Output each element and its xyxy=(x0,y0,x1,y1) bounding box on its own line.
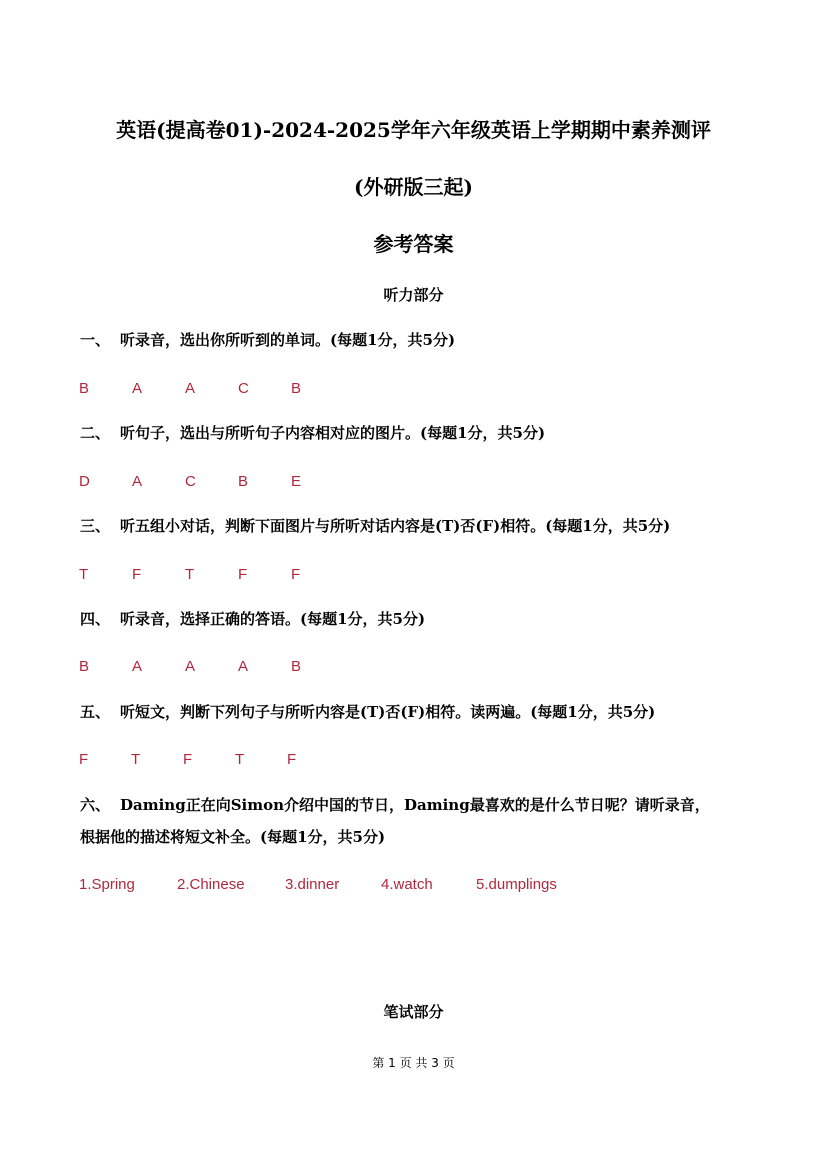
answer: 2.Chinese xyxy=(177,876,245,893)
question-number: 一、 xyxy=(80,331,111,349)
page-footer: 第 1 页 共 3 页 xyxy=(372,1056,455,1070)
answer: T xyxy=(79,566,89,583)
answer: 3.dinner xyxy=(285,876,340,893)
answer: C xyxy=(185,473,196,490)
question-number: 二、 xyxy=(80,424,111,442)
answer: T xyxy=(131,751,141,768)
answers-2 xyxy=(79,472,301,492)
answer: A xyxy=(132,380,143,397)
question-3 xyxy=(80,511,760,541)
question-1 xyxy=(80,325,760,355)
document-title: 英语(提高卷01)-2024-2025学年六年级英语上学期期中素养测评 xyxy=(116,118,711,142)
document-subtitle: (外研版三起) xyxy=(354,175,473,199)
question-number: 四、 xyxy=(80,610,111,628)
answer: B xyxy=(291,380,302,397)
answer: 1.Spring xyxy=(79,876,135,893)
answer: B xyxy=(238,473,249,490)
question-text: 听录音，选出你所听到的单词。(每题1分，共5分) xyxy=(120,331,456,349)
answer: A xyxy=(185,658,196,675)
question-6-continued xyxy=(80,822,760,852)
answer: F xyxy=(183,751,193,768)
answer: A xyxy=(185,380,196,397)
answer: 4.watch xyxy=(381,876,433,893)
answer: A xyxy=(238,658,249,675)
writing-section-heading: 笔试部分 xyxy=(383,1003,444,1021)
answer: F xyxy=(238,566,248,583)
question-text: 听五组小对话，判断下面图片与所听对话内容是(T)否(F)相符。(每题1分，共5分) xyxy=(120,517,671,535)
answer: B xyxy=(291,658,302,675)
question-text: 听录音，选择正确的答语。(每题1分，共5分) xyxy=(120,610,426,628)
question-4 xyxy=(80,604,760,634)
answers-6 xyxy=(79,875,557,895)
answer: T xyxy=(185,566,195,583)
answer: B xyxy=(79,658,90,675)
question-number: 六、 xyxy=(80,796,111,814)
question-text: 听短文，判断下列句子与所听内容是(T)否(F)相符。读两遍。(每题1分，共5分) xyxy=(120,703,656,721)
answer: F xyxy=(291,566,301,583)
question-number: 三、 xyxy=(80,517,111,535)
answer: E xyxy=(291,473,302,490)
question-2 xyxy=(80,418,760,448)
answer: T xyxy=(235,751,245,768)
answer: D xyxy=(79,473,90,490)
answers-3 xyxy=(79,565,300,585)
answer: F xyxy=(287,751,297,768)
listening-section-heading: 听力部分 xyxy=(383,286,444,304)
question-text: 听句子，选出与所听句子内容相对应的图片。(每题1分，共5分) xyxy=(120,424,546,442)
question-number: 五、 xyxy=(80,703,111,721)
answers-5 xyxy=(79,750,296,770)
question-5 xyxy=(80,697,760,727)
answer: A xyxy=(132,473,143,490)
answer: B xyxy=(79,380,90,397)
answers-1 xyxy=(79,379,301,399)
question-text-line1: Daming正在向Simon介绍中国的节日，Daming最喜欢的是什么节日呢？请听录音， xyxy=(120,796,710,814)
answer: A xyxy=(132,658,143,675)
answer: C xyxy=(238,380,249,397)
question-text-line2: 根据他的描述将短文补全。(每题1分，共5分) xyxy=(80,828,386,846)
answer: F xyxy=(132,566,142,583)
question-6 xyxy=(80,790,760,820)
answer-key-heading: 参考答案 xyxy=(373,232,454,256)
answer: F xyxy=(79,751,89,768)
answer: 5.dumplings xyxy=(476,876,557,893)
answers-4 xyxy=(79,657,301,677)
